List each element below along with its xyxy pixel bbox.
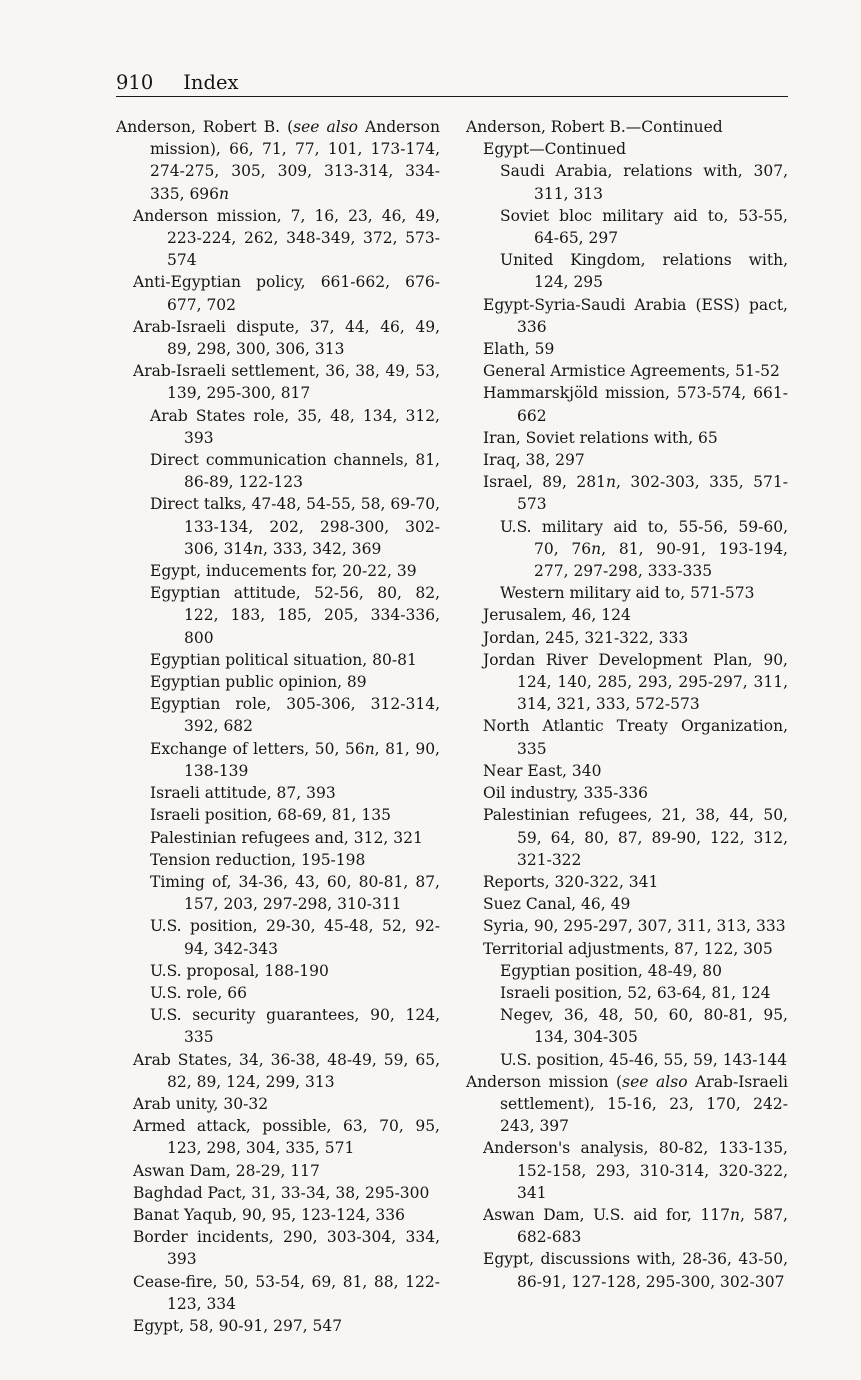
index-entry: Israeli attitude, 87, 393 xyxy=(150,784,336,803)
index-entry: Syria, 90, 295-297, 307, 311, 313, 333 xyxy=(483,917,786,936)
index-entry: U.S. position, 29-30, 45-48, 52, 92-94, 342-343 xyxy=(150,917,440,958)
index-entry: Hammarskjöld mission, 573-574, 661-662 xyxy=(483,384,788,425)
index-entry: Egypt, discussions with, 28-36, 43-50, 86-91, 127-128, 295-300, 302-307 xyxy=(483,1250,788,1291)
index-entry: Timing of, 34-36, 43, 60, 80-81, 87, 157, 203, 297-298, 310-311 xyxy=(150,872,440,914)
index-entry: Anderson, Robert B.—Continued xyxy=(466,118,723,136)
index-column-left xyxy=(116,116,440,1337)
index-entry: Negev, 36, 48, 50, 60, 80-81, 95, 134, 304-305 xyxy=(500,1006,788,1047)
index-entry: Egypt, inducements for, 20-22, 39 xyxy=(150,562,417,581)
index-entry: Saudi Arabia, relations with, 307, 311, 313 xyxy=(500,162,788,203)
index-entry: Direct communication channels, 81, 86-89, 122-123 xyxy=(150,451,440,492)
page-header xyxy=(116,70,788,97)
index-entry: Palestinian refugees and, 312, 321 xyxy=(150,828,423,847)
index-entry: United Kingdom, relations with, 124, 295 xyxy=(500,251,788,292)
index-entry: Elath, 59 xyxy=(483,340,555,359)
index-entry: Arab-Israeli settlement, 36, 38, 49, 53, 139, 295-300, 817 xyxy=(133,362,440,403)
index-entry: Oil industry, 335-336 xyxy=(483,784,648,803)
page-number: 910 xyxy=(116,71,154,94)
index-entry: Egypt-Syria-Saudi Arabia (ESS) pact, 336 xyxy=(483,295,788,336)
index-entry: Arab States, 34, 36-38, 48-49, 59, 65, 82, 89, 124, 299, 313 xyxy=(133,1050,440,1091)
index-entry: Banat Yaqub, 90, 95, 123-124, 336 xyxy=(133,1205,405,1224)
index-entry: General Armistice Agreements, 51-52 xyxy=(483,362,780,381)
index-entry: Soviet bloc military aid to, 53-55, 64-65, 297 xyxy=(500,206,788,248)
index-entry: Baghdad Pact, 31, 33-34, 38, 295-300 xyxy=(133,1183,430,1202)
index-entry: Egyptian political situation, 80-81 xyxy=(150,650,417,669)
index-entry: Exchange of letters, 50, 56n, 81, 90, 138-139 xyxy=(150,739,440,780)
index-entry: Tension reduction, 195-198 xyxy=(150,850,366,869)
index-entry: Near East, 340 xyxy=(483,761,602,780)
index-entry: Anderson mission, 7, 16, 23, 46, 49, 223-224, 262, 348-349, 372, 573-574 xyxy=(133,206,440,270)
index-entry: Anti-Egyptian policy, 661-662, 676-677, 702 xyxy=(133,273,440,314)
index-entry: Armed attack, possible, 63, 70, 95, 123, 298, 304, 335, 571 xyxy=(133,1117,440,1158)
index-entry: Israeli position, 52, 63-64, 81, 124 xyxy=(500,983,771,1002)
index-entry: Direct talks, 47-48, 54-55, 58, 69-70, 133-134, 202, 298-300, 302-306, 314n, 333, 342, 369 xyxy=(150,495,440,558)
page-title: Index xyxy=(183,71,239,94)
index-entry: Reports, 320-322, 341 xyxy=(483,872,659,891)
index-entry: Jerusalem, 46, 124 xyxy=(483,606,631,625)
index-entry: Egypt—Continued xyxy=(483,140,627,159)
index-column-right xyxy=(466,116,788,1293)
index-entry: Western military aid to, 571-573 xyxy=(500,584,755,603)
index-entry: U.S. security guarantees, 90, 124, 335 xyxy=(150,1006,440,1047)
index-entry: Territorial adjustments, 87, 122, 305 xyxy=(483,939,773,958)
index-entry: Iraq, 38, 297 xyxy=(483,451,585,470)
index-entry: Egyptian position, 48-49, 80 xyxy=(500,961,723,980)
index-entry: Arab-Israeli dispute, 37, 44, 46, 49, 89, 298, 300, 306, 313 xyxy=(133,317,440,359)
index-entry: Arab States role, 35, 48, 134, 312, 393 xyxy=(150,406,440,447)
index-entry: Suez Canal, 46, 49 xyxy=(483,895,631,914)
index-entry: Iran, Soviet relations with, 65 xyxy=(483,428,718,447)
index-entry: Egyptian role, 305-306, 312-314, 392, 682 xyxy=(150,695,440,736)
index-entry: Palestinian refugees, 21, 38, 44, 50, 59, 64, 80, 87, 89-90, 122, 312, 321-322 xyxy=(483,806,788,869)
index-entry: Anderson's analysis, 80-82, 133-135, 152-158, 293, 310-314, 320-322, 341 xyxy=(483,1139,788,1202)
index-entry: U.S. position, 45-46, 55, 59, 143-144 xyxy=(500,1050,788,1069)
index-entry: Jordan River Development Plan, 90, 124, 140, 285, 293, 295-297, 311, 314, 321, 333, 572-573 xyxy=(483,650,788,714)
index-entry: Arab unity, 30-32 xyxy=(133,1094,269,1113)
index-entry: U.S. proposal, 188-190 xyxy=(150,961,329,980)
index-entry: Anderson, Robert B. (see also Anderson mission), 66, 71, 77, 101, 173-174, 274-275, 305, 309, 313-314, 334-335, 696n xyxy=(116,118,440,203)
index-entry: Aswan Dam, 28-29, 117 xyxy=(133,1161,320,1180)
index-entry: Anderson mission (see also Arab-Israeli settlement), 15-16, 23, 170, 242-243, 397 xyxy=(466,1072,789,1136)
index-entry: Cease-fire, 50, 53-54, 69, 81, 88, 122-123, 334 xyxy=(133,1272,440,1313)
index-entry: North Atlantic Treaty Organization, 335 xyxy=(483,717,788,758)
index-entry: Egyptian public opinion, 89 xyxy=(150,673,367,692)
index-entry: U.S. military aid to, 55-56, 59-60, 70, 76n, 81, 90-91, 193-194, 277, 297-298, 333-335 xyxy=(500,517,788,581)
index-entry: Egypt, 58, 90-91, 297, 547 xyxy=(133,1316,343,1335)
index-entry: Jordan, 245, 321-322, 333 xyxy=(483,628,689,647)
index-entry: Israeli position, 68-69, 81, 135 xyxy=(150,806,391,825)
index-entry: Border incidents, 290, 303-304, 334, 393 xyxy=(133,1228,440,1269)
index-entry: Israel, 89, 281n, 302-303, 335, 571-573 xyxy=(483,473,788,514)
index-entry: Egyptian attitude, 52-56, 80, 82, 122, 183, 185, 205, 334-336, 800 xyxy=(150,584,440,647)
index-entry: Aswan Dam, U.S. aid for, 117n, 587, 682-683 xyxy=(483,1205,788,1247)
index-entry: U.S. role, 66 xyxy=(150,983,247,1002)
